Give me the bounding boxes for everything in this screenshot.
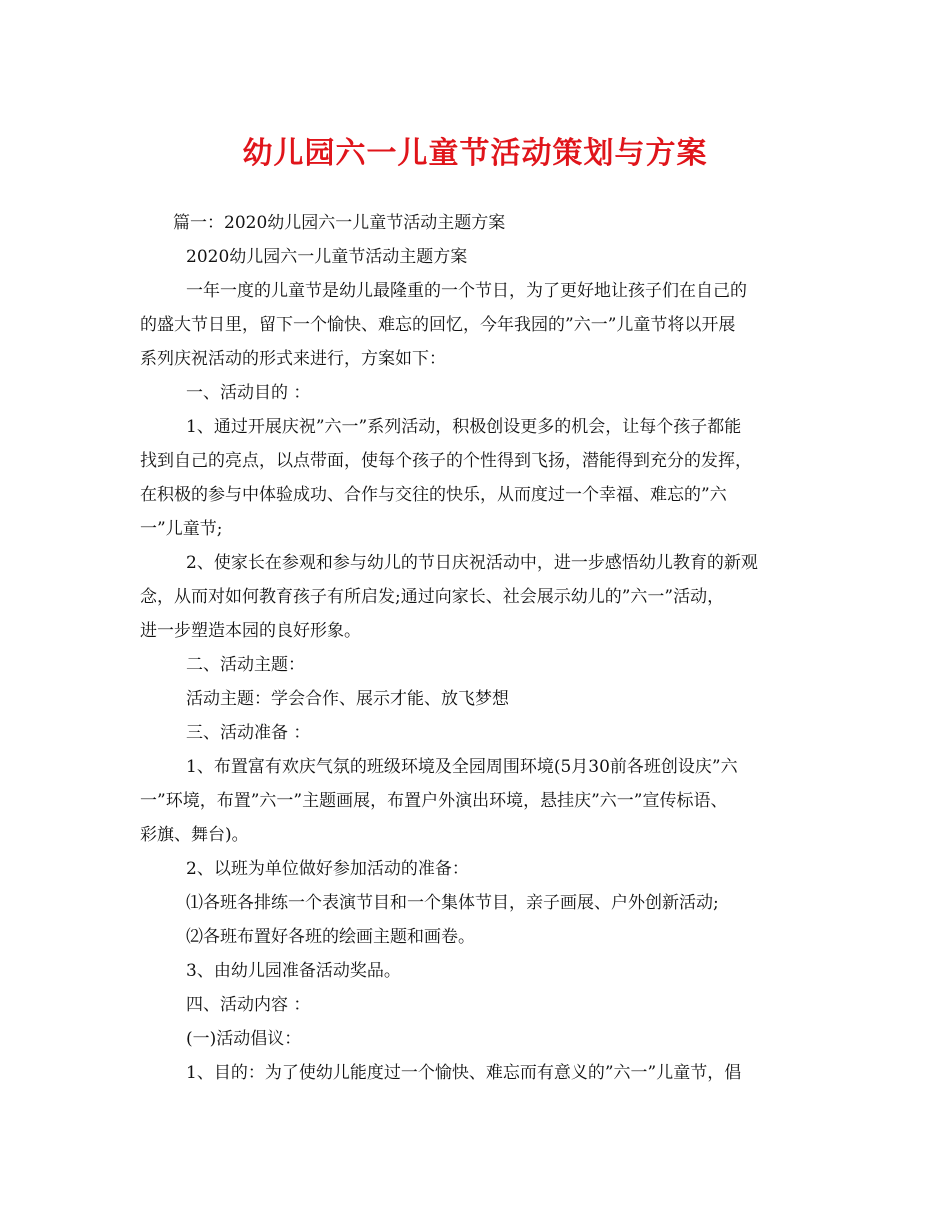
document-title: 幼儿园六一儿童节活动策划与方案 [242,136,708,171]
paragraph-line: 2、以班为单位做好参加活动的准备： [186,859,469,879]
paragraph-line: 四、活动内容 ： [186,995,311,1015]
paragraph-line: 篇一：2020幼儿园六一儿童节活动主题方案 [173,213,506,233]
paragraph-line: 找到自己的亮点，以点带面，使每个孩子的个性得到飞扬，潜能得到充分的发挥， [140,451,752,471]
paragraph-line: 1、目的：为了使幼儿能度过一个愉快、难忘而有意义的”六一”儿童节，倡 [186,1063,742,1083]
paragraph-line: 系列庆祝活动的形式来进行，方案如下： [140,349,446,369]
paragraph-line: 一年一度的儿童节是幼儿最隆重的一个节日，为了更好地让孩子们在自己的 [186,281,747,301]
paragraph-line: 念，从而对如何教育孩子有所启发;通过向家长、社会展示幼儿的”六一”活动， [140,587,725,607]
paragraph-line: ⑴各班各排练一个表演节目和一个集体节目，亲子画展、户外创新活动; [186,893,719,913]
paragraph-line: 在积极的参与中体验成功、合作与交往的快乐，从而度过一个幸福、难忘的”六 [140,485,727,505]
paragraph-line: 的盛大节日里，留下一个愉快、难忘的回忆，今年我园的”六一”儿童节将以开展 [140,315,736,335]
paragraph-line: 彩旗、舞台)。 [140,825,249,845]
paragraph-line: 2、使家长在参观和参与幼儿的节日庆祝活动中，进一步感悟幼儿教育的新观 [186,553,758,573]
paragraph-line: 进一步塑造本园的良好形象。 [140,621,361,641]
paragraph-line: ⑵各班布置好各班的绘画主题和画卷。 [186,927,475,947]
paragraph-line: 3、由幼儿园准备活动奖品。 [186,961,401,981]
paragraph-line: 一、活动目的 ： [186,383,311,403]
paragraph-line: 1、通过开展庆祝”六一”系列活动，积极创设更多的机会，让每个孩子都能 [186,417,742,437]
paragraph-line: (一)活动倡议： [186,1029,302,1049]
paragraph-line: 一”儿童节; [140,519,223,539]
paragraph-line: 2020幼儿园六一儿童节活动主题方案 [186,247,468,267]
paragraph-line: 一”环境，布置”六一”主题画展，布置户外演出环境，悬挂庆”六一”宣传标语、 [140,791,728,811]
document-body [140,206,830,1090]
paragraph-line: 活动主题：学会合作、展示才能、放飞梦想 [186,689,509,709]
paragraph-line: 二、活动主题： [186,655,305,675]
paragraph-line: 1、布置富有欢庆气氛的班级环境及全园周围环境(5月30前各班创设庆”六 [186,757,738,777]
paragraph-line: 三、活动准备 ： [186,723,311,743]
